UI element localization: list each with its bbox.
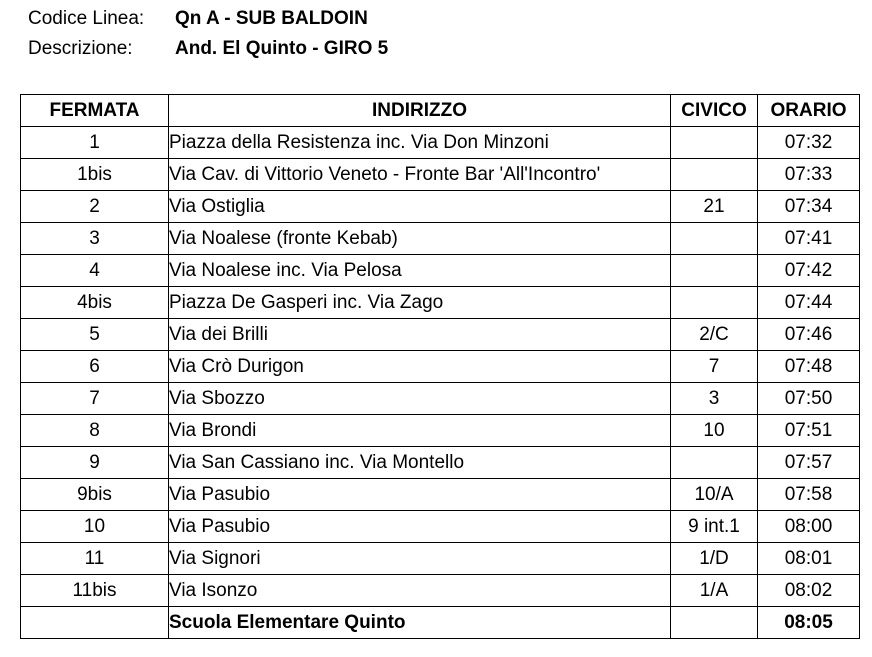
cell-orario: 07:41 [758,223,860,255]
destination-row [21,607,860,639]
cell-orario: 08:01 [758,543,860,575]
cell-orario: 07:58 [758,479,860,511]
cell-indirizzo: Via Noalese inc. Via Pelosa [169,255,671,287]
cell-fermata: 6 [21,351,169,383]
cell-indirizzo: Via Sbozzo [169,383,671,415]
cell-civico: 7 [671,351,758,383]
cell-indirizzo: Piazza della Resistenza inc. Via Don Minzoni [169,127,671,159]
table-row [21,479,860,511]
cell-civico: 2/C [671,319,758,351]
cell-fermata: 3 [21,223,169,255]
cell-orario: 07:32 [758,127,860,159]
table-row [21,191,860,223]
cell-civico [671,159,758,191]
cell-civico: 21 [671,191,758,223]
table-row [21,287,860,319]
cell-fermata: 5 [21,319,169,351]
cell-fermata: 8 [21,415,169,447]
document-header [28,4,388,64]
cell-civico [671,127,758,159]
cell-fermata: 9bis [21,479,169,511]
cell-civico: 10/A [671,479,758,511]
table-row [21,383,860,415]
table-row [21,415,860,447]
destination-orario: 08:05 [758,607,860,639]
cell-fermata: 1 [21,127,169,159]
cell-orario: 08:02 [758,575,860,607]
table-row [21,319,860,351]
table-header-row [21,95,860,127]
cell-civico: 1/D [671,543,758,575]
cell-civico: 1/A [671,575,758,607]
cell-civico [671,287,758,319]
cell-orario: 07:51 [758,415,860,447]
cell-orario: 07:57 [758,447,860,479]
line-code-value: Qn A - SUB BALDOIN [175,8,368,29]
table-row [21,351,860,383]
cell-fermata: 9 [21,447,169,479]
cell-indirizzo: Via Brondi [169,415,671,447]
cell-indirizzo: Via Ostiglia [169,191,671,223]
cell-indirizzo: Via Noalese (fronte Kebab) [169,223,671,255]
cell-fermata: 2 [21,191,169,223]
cell-indirizzo: Via Cav. di Vittorio Veneto - Fronte Bar 'All'Incontro' [169,159,671,191]
table-row [21,127,860,159]
cell-indirizzo: Via Isonzo [169,575,671,607]
cell-civico: 10 [671,415,758,447]
cell-orario: 07:44 [758,287,860,319]
table-body [21,127,860,639]
column-header-indirizzo: INDIRIZZO [169,95,671,127]
cell-fermata: 4bis [21,287,169,319]
cell-civico: 3 [671,383,758,415]
description-row [28,34,388,64]
cell-orario: 07:46 [758,319,860,351]
column-header-fermata: FERMATA [21,95,169,127]
cell-civico: 9 int.1 [671,511,758,543]
cell-orario: 07:50 [758,383,860,415]
destination-indirizzo: Scuola Elementare Quinto [169,607,671,639]
cell-fermata: 7 [21,383,169,415]
stops-table [20,94,860,639]
column-header-orario: ORARIO [758,95,860,127]
cell-indirizzo: Via Pasubio [169,511,671,543]
table-row [21,223,860,255]
destination-civico [671,607,758,639]
cell-fermata: 11bis [21,575,169,607]
cell-indirizzo: Piazza De Gasperi inc. Via Zago [169,287,671,319]
cell-fermata: 10 [21,511,169,543]
cell-indirizzo: Via Pasubio [169,479,671,511]
table-row [21,159,860,191]
table-row [21,511,860,543]
line-code-label: Codice Linea: [28,8,145,29]
cell-civico [671,255,758,287]
table-row [21,575,860,607]
cell-civico [671,223,758,255]
cell-fermata: 1bis [21,159,169,191]
column-header-civico: CIVICO [671,95,758,127]
cell-orario: 07:33 [758,159,860,191]
table-row [21,543,860,575]
cell-orario: 07:42 [758,255,860,287]
cell-civico [671,447,758,479]
cell-fermata: 11 [21,543,169,575]
cell-indirizzo: Via San Cassiano inc. Via Montello [169,447,671,479]
line-code-row [28,4,388,34]
cell-orario: 07:34 [758,191,860,223]
cell-fermata: 4 [21,255,169,287]
destination-fermata [21,607,169,639]
cell-indirizzo: Via Signori [169,543,671,575]
description-label: Descrizione: [28,38,133,59]
table-row [21,255,860,287]
cell-orario: 08:00 [758,511,860,543]
cell-orario: 07:48 [758,351,860,383]
table-row [21,447,860,479]
description-value: And. El Quinto - GIRO 5 [175,38,389,59]
cell-indirizzo: Via dei Brilli [169,319,671,351]
cell-indirizzo: Via Crò Durigon [169,351,671,383]
